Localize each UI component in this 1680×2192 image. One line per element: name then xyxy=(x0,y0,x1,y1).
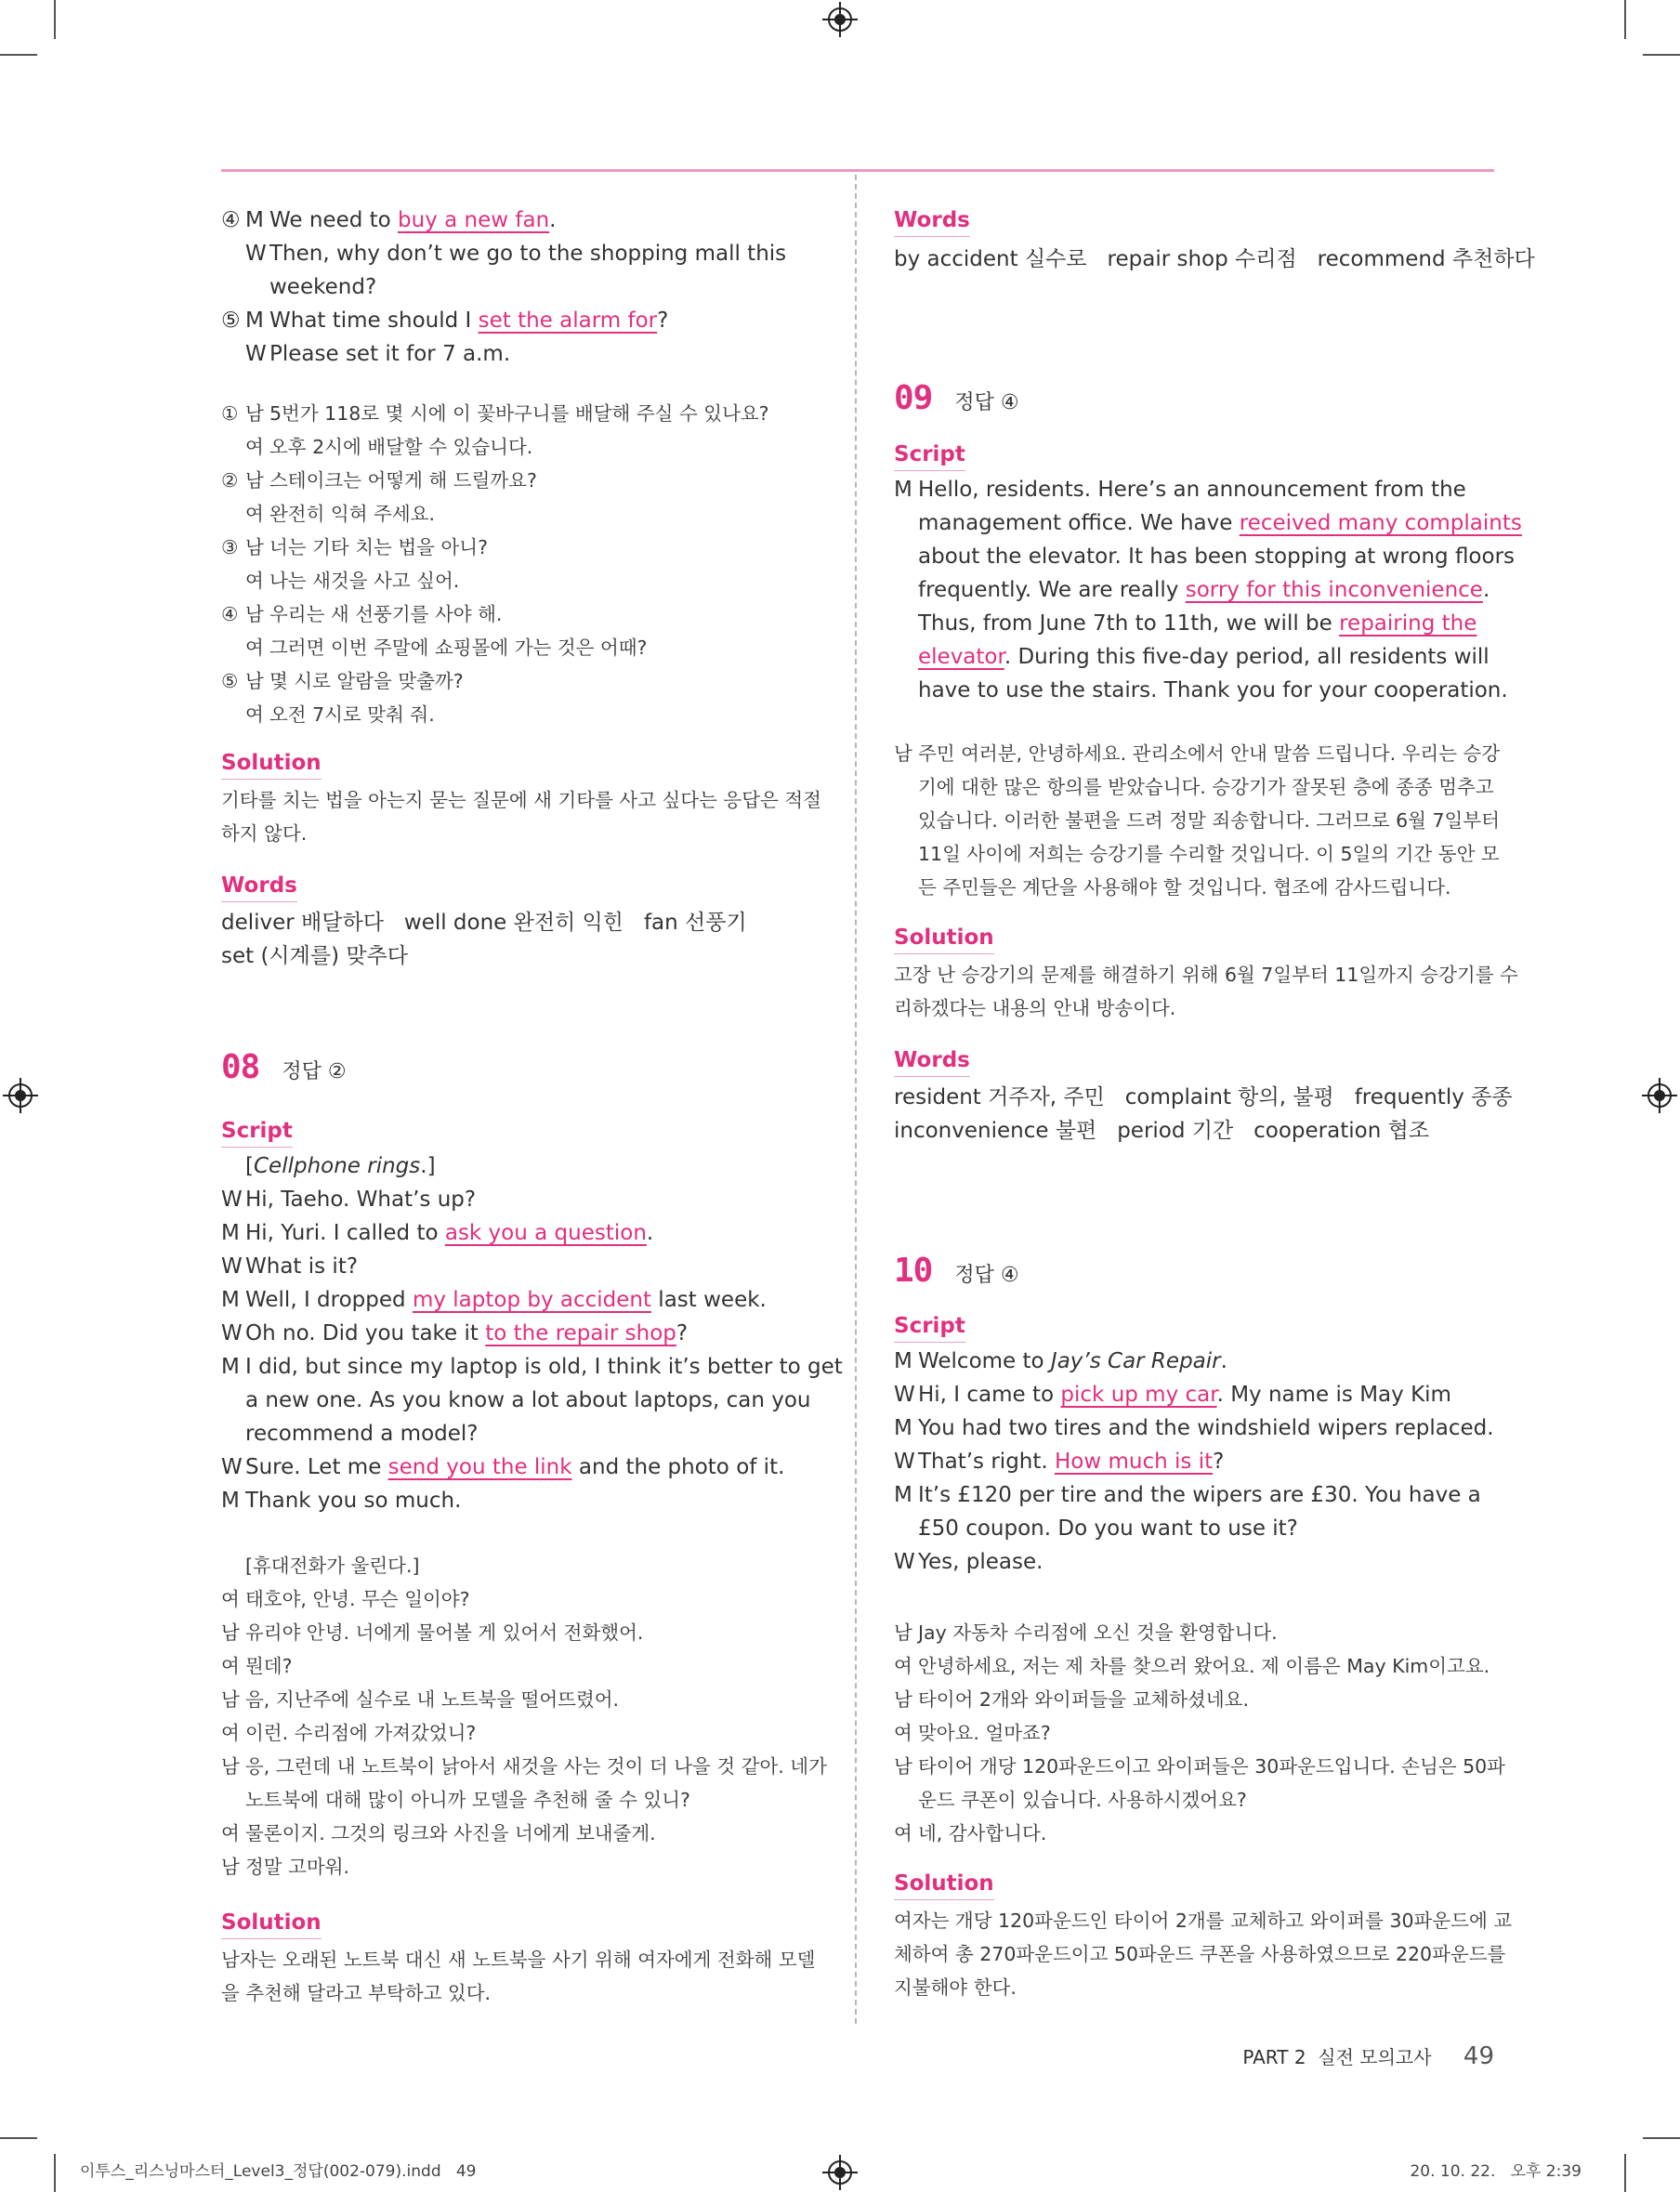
script-line xyxy=(894,674,1508,707)
translation-line xyxy=(894,1683,1496,1716)
script-text: . xyxy=(1220,1349,1227,1373)
translation-text: 이런. 수리점에 가져갔었니? xyxy=(245,1722,477,1744)
utterance xyxy=(918,1383,1451,1407)
answer-text: 정답 ② xyxy=(282,1060,347,1083)
solution-text: 을 추천해 달라고 부탁하고 있다. xyxy=(221,1982,492,2004)
translation-line xyxy=(221,597,825,631)
speaker-label: 남 xyxy=(894,742,912,765)
speaker-label: M xyxy=(221,1489,240,1513)
answer-phrase: pick up my car xyxy=(1060,1383,1217,1407)
script-line xyxy=(894,1345,1496,1378)
speaker-label: 남 xyxy=(221,1856,240,1878)
script-text: Well, I dropped xyxy=(245,1288,413,1312)
solution-text: 남자는 오래된 노트북 대신 새 노트북을 사기 위해 여자에게 전화해 모델 xyxy=(221,1949,816,1971)
speaker-label: M xyxy=(245,308,264,333)
section-title: PART 2 실전 모의고사 xyxy=(1242,2046,1432,2068)
q10-solution xyxy=(894,1867,1513,2004)
translation-text: 있습니다. 이러한 불편을 드려 정말 죄송합니다. 그러므로 6월 7일부터 xyxy=(918,809,1500,832)
speaker-label: 여 xyxy=(245,703,264,726)
script-line xyxy=(894,1545,1496,1579)
utterance xyxy=(918,678,1508,702)
solution-text: 하지 않다. xyxy=(221,822,308,845)
translation-text: 주민 여러분, 안녕하세요. 관리소에서 안내 말씀 드립니다. 우리는 승강 xyxy=(918,742,1501,765)
speaker-label: 남 xyxy=(245,536,264,558)
translation-line xyxy=(894,1716,1496,1750)
speaker-label: 여 xyxy=(221,1822,240,1844)
script-text: . During this five-day period, all residents will xyxy=(1004,645,1490,669)
utterance xyxy=(918,1516,1298,1541)
script-line xyxy=(221,1216,825,1250)
script-text: Thus, from June 7th to 11th, we will be xyxy=(918,611,1340,636)
script-text: weekend? xyxy=(269,275,377,299)
crop-mark xyxy=(1643,2137,1680,2139)
translation-line xyxy=(221,1683,825,1716)
q08-header xyxy=(221,1048,825,1089)
translation-text: 우리는 새 선풍기를 사야 해. xyxy=(269,603,503,625)
script-line xyxy=(221,237,825,270)
speaker-label: 여 xyxy=(894,1655,912,1677)
answer-text: 정답 ④ xyxy=(954,1264,1019,1287)
script-line xyxy=(221,1384,825,1417)
solution-text: 여자는 개당 120파운드인 타이어 2개를 교체하고 와이퍼를 30파운드에 교 xyxy=(894,1910,1513,1932)
script-label: Script xyxy=(894,1312,965,1343)
utterance xyxy=(918,511,1522,535)
translation-line xyxy=(221,464,825,497)
q07-words xyxy=(221,869,825,973)
answer-phrase: elevator xyxy=(918,645,1004,669)
script-text: have to use the stairs. Thank you for your cooperation. xyxy=(918,678,1508,702)
translation-line xyxy=(221,1616,825,1649)
utterance xyxy=(245,1254,358,1279)
speaker-label: W xyxy=(221,1254,243,1279)
utterance xyxy=(245,1489,461,1513)
speaker-label: W xyxy=(894,1550,915,1574)
crop-mark xyxy=(0,2137,37,2139)
utterance xyxy=(269,308,668,333)
translation-line xyxy=(894,1817,1496,1850)
utterance xyxy=(918,1416,1494,1440)
speaker-label: 남 xyxy=(894,1755,912,1778)
q10-script xyxy=(894,1309,1496,1579)
speaker-label: M xyxy=(221,1355,240,1379)
column-divider xyxy=(855,175,857,2024)
script-text: . xyxy=(646,1221,654,1245)
words-text: inconvenience 불편 period 기간 cooperation 협조 xyxy=(894,1119,1430,1143)
speaker-label: 남 xyxy=(894,1688,912,1711)
solution-label: Solution xyxy=(221,1909,322,1939)
script-text: Please set it for 7 a.m. xyxy=(269,342,511,366)
print-slug: 이투스_리스닝마스터_Level3_정답(002-079).indd 49 xyxy=(80,2162,477,2181)
translation-text: 태호야, 안녕. 무슨 일이야? xyxy=(245,1588,470,1610)
translation-text: 물론이지. 그것의 링크와 사진을 너에게 보내줄게. xyxy=(245,1822,656,1844)
script-text: What is it? xyxy=(245,1254,359,1279)
answer-phrase: How much is it xyxy=(1055,1450,1214,1474)
answer-phrase: buy a new fan xyxy=(398,208,550,232)
answer-phrase: to the repair shop xyxy=(485,1321,676,1345)
utterance xyxy=(918,1550,1043,1574)
speaker-label: W xyxy=(221,1455,243,1479)
utterance xyxy=(918,578,1490,602)
translation-line xyxy=(894,770,1496,804)
script-text: .] xyxy=(420,1154,436,1178)
words-label: Words xyxy=(221,872,297,902)
crop-mark xyxy=(54,0,56,39)
q09-script xyxy=(894,438,1522,707)
script-text: You had two tires and the windshield wipers replaced. xyxy=(918,1416,1494,1440)
speaker-label: M xyxy=(221,1288,240,1312)
translation-text: 오전 7시로 맞춰 줘. xyxy=(269,703,435,726)
script-text: We need to xyxy=(269,208,399,232)
script-text: ? xyxy=(676,1321,689,1345)
utterance xyxy=(918,1349,1227,1373)
utterance xyxy=(245,1221,653,1245)
speaker-label: M xyxy=(245,208,264,232)
translation-text: 유리야 안녕. 너에게 물어볼 게 있어서 전화했어. xyxy=(245,1621,644,1644)
utterance xyxy=(269,208,556,232)
translation-text: 오후 2시에 배달할 수 있습니다. xyxy=(269,436,533,458)
speaker-label: W xyxy=(894,1450,915,1474)
translation-text: 타이어 개당 120파운드이고 와이퍼들은 30파운드입니다. 손님은 50파 xyxy=(918,1755,1505,1778)
crop-mark xyxy=(1624,0,1626,39)
words-text: set (시계를) 맞추다 xyxy=(221,944,409,968)
speaker-label: 남 xyxy=(245,670,264,692)
utterance xyxy=(918,545,1515,569)
translation-text: 완전히 익혀 주세요. xyxy=(269,503,435,525)
choice-number: ⑤ xyxy=(221,670,239,692)
script-text: last week. xyxy=(651,1288,767,1312)
utterance xyxy=(918,611,1477,636)
script-text: . xyxy=(549,208,557,232)
speaker-label: 여 xyxy=(221,1722,240,1744)
answer-phrase: ask you a question xyxy=(444,1221,647,1245)
q07-translation xyxy=(221,397,825,731)
words-text: by accident 실수로 repair shop 수리점 recommend 추천하다 xyxy=(894,247,1535,271)
words-label: Words xyxy=(894,206,970,237)
translation-text: 너는 기타 치는 법을 아니? xyxy=(269,536,488,558)
script-line xyxy=(221,1484,825,1517)
utterance xyxy=(245,1455,784,1479)
speaker-label: M xyxy=(894,1349,912,1373)
script-line xyxy=(894,540,1516,573)
q08-words xyxy=(894,203,1535,276)
script-line xyxy=(221,203,825,237)
translation-text: 그러면 이번 주말에 쇼핑몰에 가는 것은 어때? xyxy=(269,637,648,659)
script-text: Welcome to xyxy=(918,1349,1051,1373)
solution-label: Solution xyxy=(221,749,322,780)
speaker-label: M xyxy=(221,1221,240,1245)
speaker-label: W xyxy=(245,242,267,266)
script-text: Thank you so much. xyxy=(245,1489,462,1513)
answer-phrase: repairing the xyxy=(1339,611,1477,636)
script-text: It’s £120 per tire and the wipers are £30. You have a xyxy=(918,1483,1481,1507)
page-number: 49 xyxy=(1463,2042,1494,2070)
utterance xyxy=(245,1321,688,1345)
q09-translation xyxy=(894,737,1501,904)
solution-text: 고장 난 승강기의 문제를 해결하기 위해 6월 7일부터 11일까지 승강기를 수 xyxy=(894,964,1518,986)
script-line xyxy=(221,1283,825,1317)
speaker-label: M xyxy=(894,1483,912,1507)
script-line xyxy=(221,1317,825,1350)
translation-line xyxy=(894,837,1500,871)
script-line xyxy=(894,506,1522,540)
registration-mark-icon xyxy=(1647,1083,1672,1108)
script-text: . xyxy=(1482,578,1490,602)
utterance xyxy=(918,645,1490,669)
utterance xyxy=(245,1388,811,1412)
script-text: management office. We have xyxy=(918,511,1240,535)
translation-line xyxy=(221,1649,825,1683)
translation-text: 맞아요. 얼마죠? xyxy=(918,1722,1051,1744)
script-label: Script xyxy=(221,1117,293,1148)
speaker-label: 남 xyxy=(221,1688,240,1711)
q07-solution xyxy=(221,746,825,850)
translation-line xyxy=(894,1616,1496,1649)
script-line xyxy=(221,304,825,337)
choice-number: ① xyxy=(221,402,239,425)
registration-mark-icon xyxy=(8,1083,33,1108)
speaker-label: 남 xyxy=(221,1755,240,1778)
question-number: 10 xyxy=(894,1252,933,1290)
solution-text: 리하겠다는 내용의 안내 방송이다. xyxy=(894,997,1176,1019)
script-text: That’s right. xyxy=(918,1450,1056,1474)
translation-text: [휴대전화가 울린다.] xyxy=(245,1555,420,1577)
answer-phrase: set the alarm for xyxy=(478,308,658,333)
utterance xyxy=(918,1450,1224,1474)
italic-text: Cellphone rings xyxy=(253,1154,421,1178)
script-line xyxy=(221,337,825,371)
q09-header xyxy=(894,379,1496,420)
translation-line xyxy=(221,1716,825,1750)
words-label: Words xyxy=(894,1046,970,1077)
speaker-label: 여 xyxy=(245,503,264,525)
translation-text: 뭔데? xyxy=(245,1655,293,1677)
script-text: [ xyxy=(245,1154,254,1178)
translation-line xyxy=(894,804,1500,837)
speaker-label: 여 xyxy=(221,1655,240,1677)
script-text: a new one. As you know a lot about laptops, can you xyxy=(245,1388,811,1412)
q07-script-tail xyxy=(221,203,825,371)
q08-translation xyxy=(221,1549,825,1884)
utterance xyxy=(269,275,376,299)
script-text: ? xyxy=(1213,1450,1225,1474)
translation-line xyxy=(221,664,825,698)
translation-line xyxy=(221,397,825,430)
solution-text: 기타를 치는 법을 아는지 묻는 질문에 새 기타를 사고 싶다는 응답은 적절 xyxy=(221,789,821,811)
utterance xyxy=(245,1188,476,1212)
script-line xyxy=(894,1445,1496,1478)
translation-text: 응, 그런데 내 노트북이 낡아서 새것을 사는 것이 더 나을 것 같아. 네가 xyxy=(245,1755,827,1778)
speaker-label: W xyxy=(245,342,267,366)
script-text: ? xyxy=(657,308,669,333)
print-date: 20. 10. 22. 오후 2:39 xyxy=(1410,2162,1582,2181)
translation-line xyxy=(894,871,1496,904)
choice-number: ④ xyxy=(221,603,239,625)
speaker-label: W xyxy=(221,1321,243,1345)
q09-solution xyxy=(894,921,1518,1025)
speaker-label: 남 xyxy=(245,603,264,625)
script-text: Oh no. Did you take it xyxy=(245,1321,486,1345)
speaker-label: 여 xyxy=(894,1722,912,1744)
translation-text: 나는 새것을 사고 싶어. xyxy=(269,570,460,592)
translation-text: 타이어 2개와 와이퍼들을 교체하셨네요. xyxy=(918,1688,1249,1711)
script-label: Script xyxy=(894,440,965,471)
speaker-label: W xyxy=(894,1383,915,1407)
speaker-label: 여 xyxy=(894,1822,912,1844)
translation-text: 스테이크는 어떻게 해 드릴까요? xyxy=(269,469,537,492)
italic-text: Jay’s Car Repair xyxy=(1050,1349,1221,1373)
q10-translation xyxy=(894,1616,1505,1850)
translation-line xyxy=(894,1750,1505,1783)
registration-mark-icon xyxy=(828,7,852,32)
script-line xyxy=(221,1417,825,1450)
script-text: Hi, I came to xyxy=(918,1383,1061,1407)
script-line xyxy=(221,1350,843,1384)
utterance xyxy=(269,342,510,366)
answer-phrase: sorry for this inconvenience xyxy=(1185,578,1483,602)
choice-number: ④ xyxy=(221,208,241,232)
choice-number: ⑤ xyxy=(221,308,241,333)
translation-text: 몇 시로 알람을 맞출까? xyxy=(269,670,464,692)
speaker-label: M xyxy=(894,478,912,502)
script-line xyxy=(894,640,1496,674)
choice-number: ② xyxy=(221,469,239,492)
speaker-label: 여 xyxy=(245,637,264,659)
translation-text: 네, 감사합니다. xyxy=(918,1822,1047,1844)
answer-text: 정답 ④ xyxy=(954,391,1019,414)
translation-text: 안녕하세요, 저는 제 차를 찾으러 왔어요. 제 이름은 May Kim이고요. xyxy=(918,1655,1490,1677)
utterance xyxy=(918,478,1466,502)
script-text: I did, but since my laptop is old, I think it’s better to get xyxy=(245,1355,843,1379)
script-line xyxy=(221,1183,825,1216)
solution-label: Solution xyxy=(894,1870,994,1900)
script-line xyxy=(894,1478,1496,1512)
translation-line xyxy=(221,1850,825,1884)
question-number: 08 xyxy=(221,1048,260,1086)
answer-phrase: send you the link xyxy=(387,1455,572,1479)
crop-mark xyxy=(1643,54,1680,56)
script-line xyxy=(894,573,1496,607)
question-number: 09 xyxy=(894,379,933,417)
speaker-label: 여 xyxy=(245,436,264,458)
script-line xyxy=(894,607,1496,640)
utterance xyxy=(245,1288,767,1312)
translation-text: 운드 쿠폰이 있습니다. 사용하시겠어요? xyxy=(918,1789,1247,1811)
utterance xyxy=(918,1483,1481,1507)
script-text: Hello, residents. Here’s an announcement from the xyxy=(918,478,1466,502)
translation-line xyxy=(221,430,825,464)
words-text: deliver 배달하다 well done 완전히 익힌 fan 선풍기 xyxy=(221,911,747,935)
solution-text: 체하여 총 270파운드이고 50파운드 쿠폰을 사용하였으므로 220파운드를 xyxy=(894,1943,1506,1965)
script-line xyxy=(894,1512,1496,1545)
script-text: and the photo of it. xyxy=(571,1455,785,1479)
script-text: Hi, Taeho. What’s up? xyxy=(245,1188,477,1212)
translation-text: 기에 대한 많은 항의를 받았습니다. 승강기가 잘못된 층에 종종 멈추고 xyxy=(918,776,1494,798)
crop-mark xyxy=(54,2154,56,2192)
script-text: What time should I xyxy=(269,308,479,333)
translation-text: 노트북에 대해 많이 아니까 모델을 추천해 줄 수 있니? xyxy=(245,1789,690,1811)
choice-number: ③ xyxy=(221,536,239,558)
script-text: Sure. Let me xyxy=(245,1455,388,1479)
answer-phrase: my laptop by accident xyxy=(412,1288,651,1312)
crop-mark xyxy=(1624,2154,1626,2192)
script-text: frequently. We are really xyxy=(918,578,1186,602)
speaker-label: M xyxy=(894,1416,912,1440)
q08-solution xyxy=(221,1906,825,2010)
script-text: recommend a model? xyxy=(245,1422,479,1446)
words-text: resident 거주자, 주민 complaint 항의, 불평 frequently 종종 xyxy=(894,1085,1513,1109)
translation-text: Jay 자동차 수리점에 오신 것을 환영합니다. xyxy=(918,1621,1278,1644)
q08-script xyxy=(221,1114,843,1517)
translation-text: 5번가 118로 몇 시에 이 꽃바구니를 배달해 주실 수 있나요? xyxy=(269,402,769,425)
translation-line xyxy=(221,1582,825,1616)
translation-line xyxy=(894,737,1501,770)
speaker-label: 남 xyxy=(894,1621,912,1644)
translation-line xyxy=(221,1549,825,1582)
utterance xyxy=(245,1154,436,1178)
solution-text: 지불해야 한다. xyxy=(894,1976,1017,1999)
translation-line xyxy=(221,1783,825,1817)
solution-label: Solution xyxy=(894,924,994,954)
script-text: about the elevator. It has been stopping at wrong floors xyxy=(918,545,1516,569)
utterance xyxy=(269,242,786,266)
script-text: £50 coupon. Do you want to use it? xyxy=(918,1516,1298,1541)
script-line xyxy=(221,1450,825,1484)
speaker-label: 여 xyxy=(221,1588,240,1610)
script-text: Yes, please. xyxy=(918,1550,1043,1574)
registration-mark-icon xyxy=(828,2160,852,2185)
speaker-label: 남 xyxy=(245,402,264,425)
q09-words xyxy=(894,1043,1513,1148)
script-line xyxy=(221,1250,825,1283)
translation-text: 정말 고마워. xyxy=(245,1856,350,1878)
translation-line xyxy=(894,1649,1496,1683)
translation-text: 음, 지난주에 실수로 내 노트북을 떨어뜨렸어. xyxy=(245,1688,620,1711)
translation-line xyxy=(221,531,825,564)
utterance xyxy=(245,1355,843,1379)
script-line xyxy=(894,473,1496,506)
crop-mark xyxy=(0,54,37,56)
translation-line xyxy=(221,497,825,531)
header-rule xyxy=(221,169,1494,172)
q10-header xyxy=(894,1254,1496,1293)
script-line xyxy=(221,270,825,304)
translation-line xyxy=(221,698,825,731)
script-text: . My name is May Kim xyxy=(1216,1383,1451,1407)
translation-line xyxy=(221,631,825,664)
script-line xyxy=(894,1411,1496,1445)
script-text: Hi, Yuri. I called to xyxy=(245,1221,445,1245)
translation-line xyxy=(221,564,825,597)
answer-phrase: received many complaints xyxy=(1239,511,1522,535)
script-text: Then, why don’t we go to the shopping mall this xyxy=(269,242,787,266)
utterance xyxy=(245,1422,479,1446)
speaker-label: 남 xyxy=(221,1621,240,1644)
page-footer xyxy=(1242,2042,1494,2070)
translation-text: 11일 사이에 저희는 승강기를 수리할 것입니다. 이 5일의 기간 동안 모 xyxy=(918,843,1500,865)
translation-text: 든 주민들은 계단을 사용해야 할 것입니다. 협조에 감사드립니다. xyxy=(918,876,1451,899)
speaker-label: 여 xyxy=(245,570,264,592)
translation-line xyxy=(221,1750,825,1783)
translation-line xyxy=(221,1817,825,1850)
script-line xyxy=(221,1149,825,1183)
speaker-label: W xyxy=(221,1188,243,1212)
translation-line xyxy=(894,1783,1496,1817)
speaker-label: 남 xyxy=(245,469,264,492)
script-line xyxy=(894,1378,1496,1411)
